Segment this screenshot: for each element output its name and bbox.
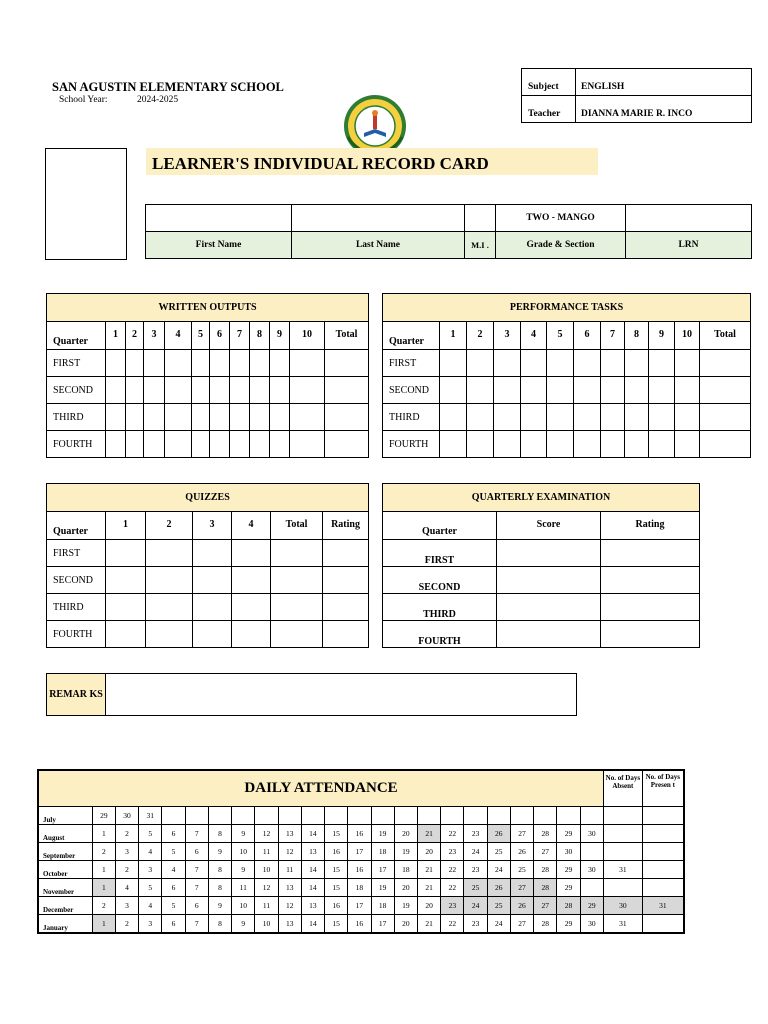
- attendance-day-cell[interactable]: 19: [394, 842, 417, 860]
- attendance-day-cell[interactable]: 8: [208, 914, 231, 933]
- days-present-cell[interactable]: [642, 842, 684, 860]
- attendance-day-cell[interactable]: 23: [441, 896, 464, 914]
- attendance-day-cell[interactable]: 7: [185, 914, 208, 933]
- attendance-day-cell[interactable]: 8: [208, 878, 231, 896]
- written-col-header: 2: [126, 322, 144, 350]
- attendance-day-cell[interactable]: 13: [301, 842, 324, 860]
- subject-label: Subject: [522, 69, 576, 96]
- subject-teacher-table: [521, 68, 752, 123]
- days-present-cell[interactable]: [642, 860, 684, 878]
- remarks-label: REMAR KS: [47, 674, 106, 716]
- days-absent-cell[interactable]: 31: [604, 860, 643, 878]
- days-present-cell[interactable]: [642, 824, 684, 842]
- attendance-day-cell[interactable]: 10: [255, 860, 278, 878]
- exam-row-label: SECOND: [383, 567, 497, 594]
- attendance-day-cell[interactable]: 18: [394, 860, 417, 878]
- days-present-cell[interactable]: 31: [642, 896, 684, 914]
- performance-row-label: THIRD: [383, 404, 440, 431]
- attendance-row: [38, 878, 684, 896]
- attendance-day-cell[interactable]: 29: [92, 806, 115, 824]
- attendance-day-cell[interactable]: 7: [185, 824, 208, 842]
- attendance-day-cell[interactable]: 26: [510, 896, 533, 914]
- attendance-day-cell[interactable]: 24: [487, 860, 510, 878]
- attendance-day-cell[interactable]: 15: [325, 878, 348, 896]
- attendance-day-cell[interactable]: [580, 806, 603, 824]
- attendance-day-cell[interactable]: [371, 806, 394, 824]
- attendance-day-cell[interactable]: 16: [348, 824, 371, 842]
- written-row-label: THIRD: [47, 404, 106, 431]
- first-name-field[interactable]: [146, 205, 292, 232]
- attendance-day-cell[interactable]: 4: [139, 896, 162, 914]
- attendance-day-cell[interactable]: 30: [115, 806, 138, 824]
- attendance-day-cell[interactable]: 17: [371, 860, 394, 878]
- attendance-day-cell[interactable]: 6: [185, 842, 208, 860]
- days-absent-header: No. of Days Absent: [604, 770, 643, 806]
- attendance-day-cell[interactable]: 6: [162, 824, 185, 842]
- quizzes-col-header: Rating: [323, 512, 369, 540]
- performance-col-header: 2: [467, 322, 494, 350]
- performance-tasks-table: [382, 293, 751, 458]
- attendance-day-cell[interactable]: 17: [371, 914, 394, 933]
- days-present-cell[interactable]: [642, 878, 684, 896]
- days-absent-cell[interactable]: [604, 878, 643, 896]
- attendance-day-cell[interactable]: 18: [371, 896, 394, 914]
- attendance-day-cell[interactable]: 4: [162, 860, 185, 878]
- performance-col-header: 1: [440, 322, 467, 350]
- attendance-day-cell[interactable]: 22: [441, 878, 464, 896]
- attendance-day-cell[interactable]: [417, 806, 440, 824]
- attendance-day-cell[interactable]: 12: [255, 824, 278, 842]
- attendance-day-cell[interactable]: 25: [464, 878, 487, 896]
- attendance-day-cell[interactable]: 3: [139, 860, 162, 878]
- attendance-day-cell[interactable]: 15: [325, 914, 348, 933]
- attendance-day-cell[interactable]: 12: [278, 896, 301, 914]
- attendance-day-cell[interactable]: 29: [557, 914, 580, 933]
- last-name-field[interactable]: [292, 205, 465, 232]
- attendance-day-cell[interactable]: 27: [510, 914, 533, 933]
- attendance-day-cell[interactable]: 2: [92, 842, 115, 860]
- written-col-header: Total: [325, 322, 369, 350]
- attendance-day-cell[interactable]: 8: [208, 860, 231, 878]
- exam-rating-header: Rating: [601, 512, 700, 540]
- attendance-day-cell[interactable]: 4: [139, 842, 162, 860]
- written-col-header: 8: [250, 322, 270, 350]
- attendance-day-cell[interactable]: 7: [185, 878, 208, 896]
- attendance-title: DAILY ATTENDANCE: [38, 770, 604, 806]
- attendance-day-cell[interactable]: 9: [232, 914, 255, 933]
- attendance-day-cell[interactable]: [278, 806, 301, 824]
- attendance-day-cell[interactable]: [208, 806, 231, 824]
- performance-col-header: 9: [649, 322, 675, 350]
- attendance-day-cell[interactable]: 1: [92, 914, 115, 933]
- days-absent-cell[interactable]: [604, 806, 643, 824]
- attendance-day-cell[interactable]: 20: [394, 914, 417, 933]
- attendance-day-cell[interactable]: [464, 806, 487, 824]
- first-name-label: First Name: [146, 232, 292, 259]
- attendance-day-cell[interactable]: 18: [371, 842, 394, 860]
- attendance-day-cell[interactable]: 20: [394, 878, 417, 896]
- performance-col-header: 7: [601, 322, 625, 350]
- written-col-header: 9: [270, 322, 290, 350]
- quizzes-quarter-header: Quarter: [47, 512, 106, 540]
- attendance-day-cell[interactable]: 9: [208, 896, 231, 914]
- performance-col-header: Total: [700, 322, 751, 350]
- written-outputs-title: WRITTEN OUTPUTS: [47, 294, 369, 322]
- performance-col-header: 3: [494, 322, 521, 350]
- attendance-day-cell[interactable]: 30: [580, 914, 603, 933]
- attendance-day-cell[interactable]: 28: [557, 896, 580, 914]
- attendance-day-cell[interactable]: 25: [510, 860, 533, 878]
- attendance-day-cell[interactable]: 1: [92, 878, 115, 896]
- written-quarter-header: Quarter: [47, 322, 106, 350]
- attendance-day-cell[interactable]: 25: [487, 842, 510, 860]
- attendance-row: [38, 914, 684, 933]
- attendance-day-cell[interactable]: 16: [348, 914, 371, 933]
- attendance-day-cell[interactable]: 14: [301, 860, 324, 878]
- attendance-day-cell[interactable]: 29: [580, 896, 603, 914]
- attendance-day-cell[interactable]: 5: [139, 824, 162, 842]
- attendance-day-cell[interactable]: 23: [464, 860, 487, 878]
- quizzes-row-label: FOURTH: [47, 621, 106, 648]
- performance-row-label: SECOND: [383, 377, 440, 404]
- performance-row-label: FOURTH: [383, 431, 440, 458]
- written-row-label: SECOND: [47, 377, 106, 404]
- attendance-day-cell[interactable]: [232, 806, 255, 824]
- attendance-day-cell[interactable]: 23: [464, 824, 487, 842]
- attendance-day-cell[interactable]: [580, 878, 603, 896]
- attendance-day-cell[interactable]: [348, 806, 371, 824]
- attendance-day-cell[interactable]: 28: [534, 878, 557, 896]
- attendance-day-cell[interactable]: 21: [417, 824, 440, 842]
- attendance-day-cell[interactable]: 9: [208, 842, 231, 860]
- days-absent-cell[interactable]: 31: [604, 914, 643, 933]
- attendance-day-cell[interactable]: 14: [301, 914, 324, 933]
- days-absent-cell[interactable]: 30: [604, 896, 643, 914]
- attendance-day-cell[interactable]: 3: [115, 842, 138, 860]
- month-label: January: [38, 914, 92, 933]
- lrn-label: LRN: [626, 232, 752, 259]
- performance-col-header: 8: [625, 322, 649, 350]
- attendance-day-cell[interactable]: 16: [348, 860, 371, 878]
- attendance-day-cell[interactable]: 3: [139, 914, 162, 933]
- performance-col-header: 4: [521, 322, 547, 350]
- attendance-day-cell[interactable]: 30: [580, 860, 603, 878]
- attendance-day-cell[interactable]: 27: [510, 878, 533, 896]
- performance-col-header: 5: [547, 322, 574, 350]
- attendance-row: [38, 896, 684, 914]
- attendance-day-cell[interactable]: 28: [534, 914, 557, 933]
- attendance-day-cell[interactable]: 19: [371, 824, 394, 842]
- exam-quarter-header: Quarter: [383, 512, 497, 540]
- attendance-day-cell[interactable]: 18: [348, 878, 371, 896]
- attendance-day-cell[interactable]: 21: [417, 914, 440, 933]
- attendance-day-cell[interactable]: 11: [278, 860, 301, 878]
- attendance-day-cell[interactable]: 21: [417, 878, 440, 896]
- quizzes-row-label: SECOND: [47, 567, 106, 594]
- attendance-day-cell[interactable]: 2: [115, 860, 138, 878]
- attendance-day-cell[interactable]: [557, 806, 580, 824]
- teacher-value: DIANNA MARIE R. INCO: [576, 96, 752, 123]
- written-col-header: 1: [106, 322, 126, 350]
- attendance-day-cell[interactable]: 27: [534, 896, 557, 914]
- attendance-day-cell[interactable]: 4: [115, 878, 138, 896]
- learner-info-table: [145, 204, 752, 259]
- days-present-header: No. of Days Presen t: [642, 770, 684, 806]
- days-absent-cell[interactable]: [604, 824, 643, 842]
- days-absent-cell[interactable]: [604, 842, 643, 860]
- performance-col-header: 6: [574, 322, 601, 350]
- attendance-day-cell[interactable]: 31: [139, 806, 162, 824]
- attendance-day-cell[interactable]: [325, 806, 348, 824]
- school-name: SAN AGUSTIN ELEMENTARY SCHOOL: [52, 80, 284, 94]
- month-label: November: [38, 878, 92, 896]
- attendance-day-cell[interactable]: 26: [487, 878, 510, 896]
- attendance-day-cell[interactable]: [394, 806, 417, 824]
- attendance-day-cell[interactable]: 13: [278, 914, 301, 933]
- attendance-day-cell[interactable]: 20: [394, 824, 417, 842]
- attendance-day-cell[interactable]: 25: [487, 896, 510, 914]
- school-year-label: School Year:: [59, 95, 108, 105]
- attendance-day-cell[interactable]: 14: [301, 878, 324, 896]
- attendance-row: [38, 842, 684, 860]
- written-outputs-table: [46, 293, 369, 458]
- title-banner: [146, 148, 598, 175]
- attendance-day-cell[interactable]: 16: [325, 842, 348, 860]
- last-name-label: Last Name: [292, 232, 465, 259]
- attendance-row: [38, 806, 684, 824]
- attendance-day-cell[interactable]: 6: [185, 896, 208, 914]
- attendance-day-cell[interactable]: 27: [510, 824, 533, 842]
- attendance-day-cell[interactable]: 12: [255, 878, 278, 896]
- quizzes-table: [46, 483, 369, 648]
- quizzes-col-header: 1: [106, 512, 146, 540]
- month-label: December: [38, 896, 92, 914]
- days-present-cell[interactable]: [642, 914, 684, 933]
- attendance-day-cell[interactable]: 27: [534, 842, 557, 860]
- attendance-day-cell[interactable]: 10: [255, 914, 278, 933]
- attendance-day-cell[interactable]: 26: [510, 842, 533, 860]
- attendance-day-cell[interactable]: 24: [464, 896, 487, 914]
- attendance-day-cell[interactable]: 14: [301, 824, 324, 842]
- attendance-day-cell[interactable]: 19: [394, 896, 417, 914]
- month-label: September: [38, 842, 92, 860]
- attendance-day-cell[interactable]: [162, 806, 185, 824]
- attendance-day-cell[interactable]: [441, 806, 464, 824]
- attendance-day-cell[interactable]: [510, 806, 533, 824]
- attendance-day-cell[interactable]: 8: [208, 824, 231, 842]
- performance-row-label: FIRST: [383, 350, 440, 377]
- attendance-day-cell[interactable]: 6: [162, 914, 185, 933]
- attendance-day-cell[interactable]: 7: [185, 860, 208, 878]
- quizzes-row-label: FIRST: [47, 540, 106, 567]
- written-col-header: 3: [144, 322, 165, 350]
- attendance-day-cell[interactable]: 26: [487, 824, 510, 842]
- grade-section-value: TWO - MANGO: [496, 205, 626, 232]
- attendance-day-cell[interactable]: 16: [325, 896, 348, 914]
- quizzes-col-header: 3: [193, 512, 232, 540]
- attendance-day-cell[interactable]: 1: [92, 824, 115, 842]
- school-year-value: 2024-2025: [137, 95, 179, 105]
- attendance-day-cell[interactable]: 11: [255, 896, 278, 914]
- exam-row-label: THIRD: [383, 594, 497, 621]
- quarterly-exam-table: [382, 483, 700, 648]
- attendance-day-cell[interactable]: 24: [487, 914, 510, 933]
- quizzes-row-label: THIRD: [47, 594, 106, 621]
- quizzes-col-header: Total: [271, 512, 323, 540]
- page-title: LEARNER'S INDIVIDUAL RECORD CARD: [152, 154, 489, 173]
- mi-label: M.I .: [465, 232, 496, 259]
- quizzes-col-header: 4: [232, 512, 271, 540]
- teacher-label: Teacher: [522, 96, 576, 123]
- attendance-table: [37, 769, 685, 934]
- attendance-day-cell[interactable]: 2: [115, 914, 138, 933]
- written-row-label: FIRST: [47, 350, 106, 377]
- attendance-row: [38, 824, 684, 842]
- written-col-header: 4: [165, 322, 192, 350]
- attendance-day-cell[interactable]: 23: [441, 842, 464, 860]
- month-label: July: [38, 806, 92, 824]
- attendance-day-cell[interactable]: 15: [325, 824, 348, 842]
- written-col-header: 5: [192, 322, 210, 350]
- attendance-day-cell[interactable]: 20: [417, 896, 440, 914]
- attendance-day-cell[interactable]: 28: [534, 824, 557, 842]
- quizzes-title: QUIZZES: [47, 484, 369, 512]
- attendance-day-cell[interactable]: 28: [534, 860, 557, 878]
- exam-score-header: Score: [497, 512, 601, 540]
- month-label: August: [38, 824, 92, 842]
- attendance-day-cell[interactable]: 22: [441, 824, 464, 842]
- attendance-day-cell[interactable]: 2: [92, 896, 115, 914]
- attendance-row: [38, 860, 684, 878]
- attendance-day-cell[interactable]: 10: [232, 842, 255, 860]
- attendance-day-cell[interactable]: 2: [115, 824, 138, 842]
- performance-tasks-title: PERFORMANCE TASKS: [383, 294, 751, 322]
- attendance-day-cell[interactable]: [185, 806, 208, 824]
- written-col-header: 6: [210, 322, 230, 350]
- attendance-day-cell[interactable]: 17: [348, 842, 371, 860]
- attendance-day-cell[interactable]: 11: [232, 878, 255, 896]
- attendance-day-cell[interactable]: 17: [348, 896, 371, 914]
- attendance-day-cell[interactable]: 22: [441, 914, 464, 933]
- attendance-day-cell[interactable]: 13: [301, 896, 324, 914]
- photo-box: [45, 148, 127, 260]
- written-row-label: FOURTH: [47, 431, 106, 458]
- attendance-day-cell[interactable]: 15: [325, 860, 348, 878]
- mi-field[interactable]: [465, 205, 496, 232]
- attendance-day-cell[interactable]: 30: [557, 842, 580, 860]
- subject-value: ENGLISH: [576, 69, 752, 96]
- attendance-day-cell[interactable]: 9: [232, 860, 255, 878]
- attendance-day-cell[interactable]: 21: [417, 860, 440, 878]
- days-present-cell[interactable]: [642, 806, 684, 824]
- attendance-day-cell[interactable]: [301, 806, 324, 824]
- attendance-day-cell[interactable]: 22: [441, 860, 464, 878]
- attendance-day-cell[interactable]: 5: [139, 878, 162, 896]
- lrn-field[interactable]: [626, 205, 752, 232]
- attendance-day-cell[interactable]: 19: [371, 878, 394, 896]
- attendance-day-cell[interactable]: 13: [278, 824, 301, 842]
- quarterly-exam-title: QUARTERLY EXAMINATION: [383, 484, 700, 512]
- attendance-day-cell[interactable]: 9: [232, 824, 255, 842]
- attendance-day-cell[interactable]: 11: [255, 842, 278, 860]
- remarks-field[interactable]: [106, 674, 577, 716]
- attendance-day-cell[interactable]: [534, 806, 557, 824]
- exam-row-label: FOURTH: [383, 621, 497, 648]
- attendance-day-cell[interactable]: 3: [115, 896, 138, 914]
- attendance-day-cell[interactable]: 12: [278, 842, 301, 860]
- attendance-day-cell[interactable]: 13: [278, 878, 301, 896]
- attendance-day-cell[interactable]: 29: [557, 860, 580, 878]
- written-col-header: 10: [290, 322, 325, 350]
- attendance-day-cell[interactable]: [580, 842, 603, 860]
- attendance-day-cell[interactable]: 24: [464, 842, 487, 860]
- performance-quarter-header: Quarter: [383, 322, 440, 350]
- attendance-day-cell[interactable]: 10: [232, 896, 255, 914]
- quizzes-col-header: 2: [146, 512, 193, 540]
- attendance-day-cell[interactable]: 29: [557, 878, 580, 896]
- attendance-day-cell[interactable]: [487, 806, 510, 824]
- attendance-day-cell[interactable]: [255, 806, 278, 824]
- remarks-table: [46, 673, 577, 716]
- attendance-day-cell[interactable]: 6: [162, 878, 185, 896]
- attendance-day-cell[interactable]: 30: [580, 824, 603, 842]
- attendance-day-cell[interactable]: 5: [162, 842, 185, 860]
- attendance-day-cell[interactable]: 29: [557, 824, 580, 842]
- attendance-day-cell[interactable]: 23: [464, 914, 487, 933]
- attendance-day-cell[interactable]: 1: [92, 860, 115, 878]
- exam-row-label: FIRST: [383, 540, 497, 567]
- attendance-day-cell[interactable]: 20: [417, 842, 440, 860]
- grade-section-label: Grade & Section: [496, 232, 626, 259]
- performance-col-header: 10: [675, 322, 700, 350]
- written-col-header: 7: [230, 322, 250, 350]
- month-label: October: [38, 860, 92, 878]
- attendance-day-cell[interactable]: 5: [162, 896, 185, 914]
